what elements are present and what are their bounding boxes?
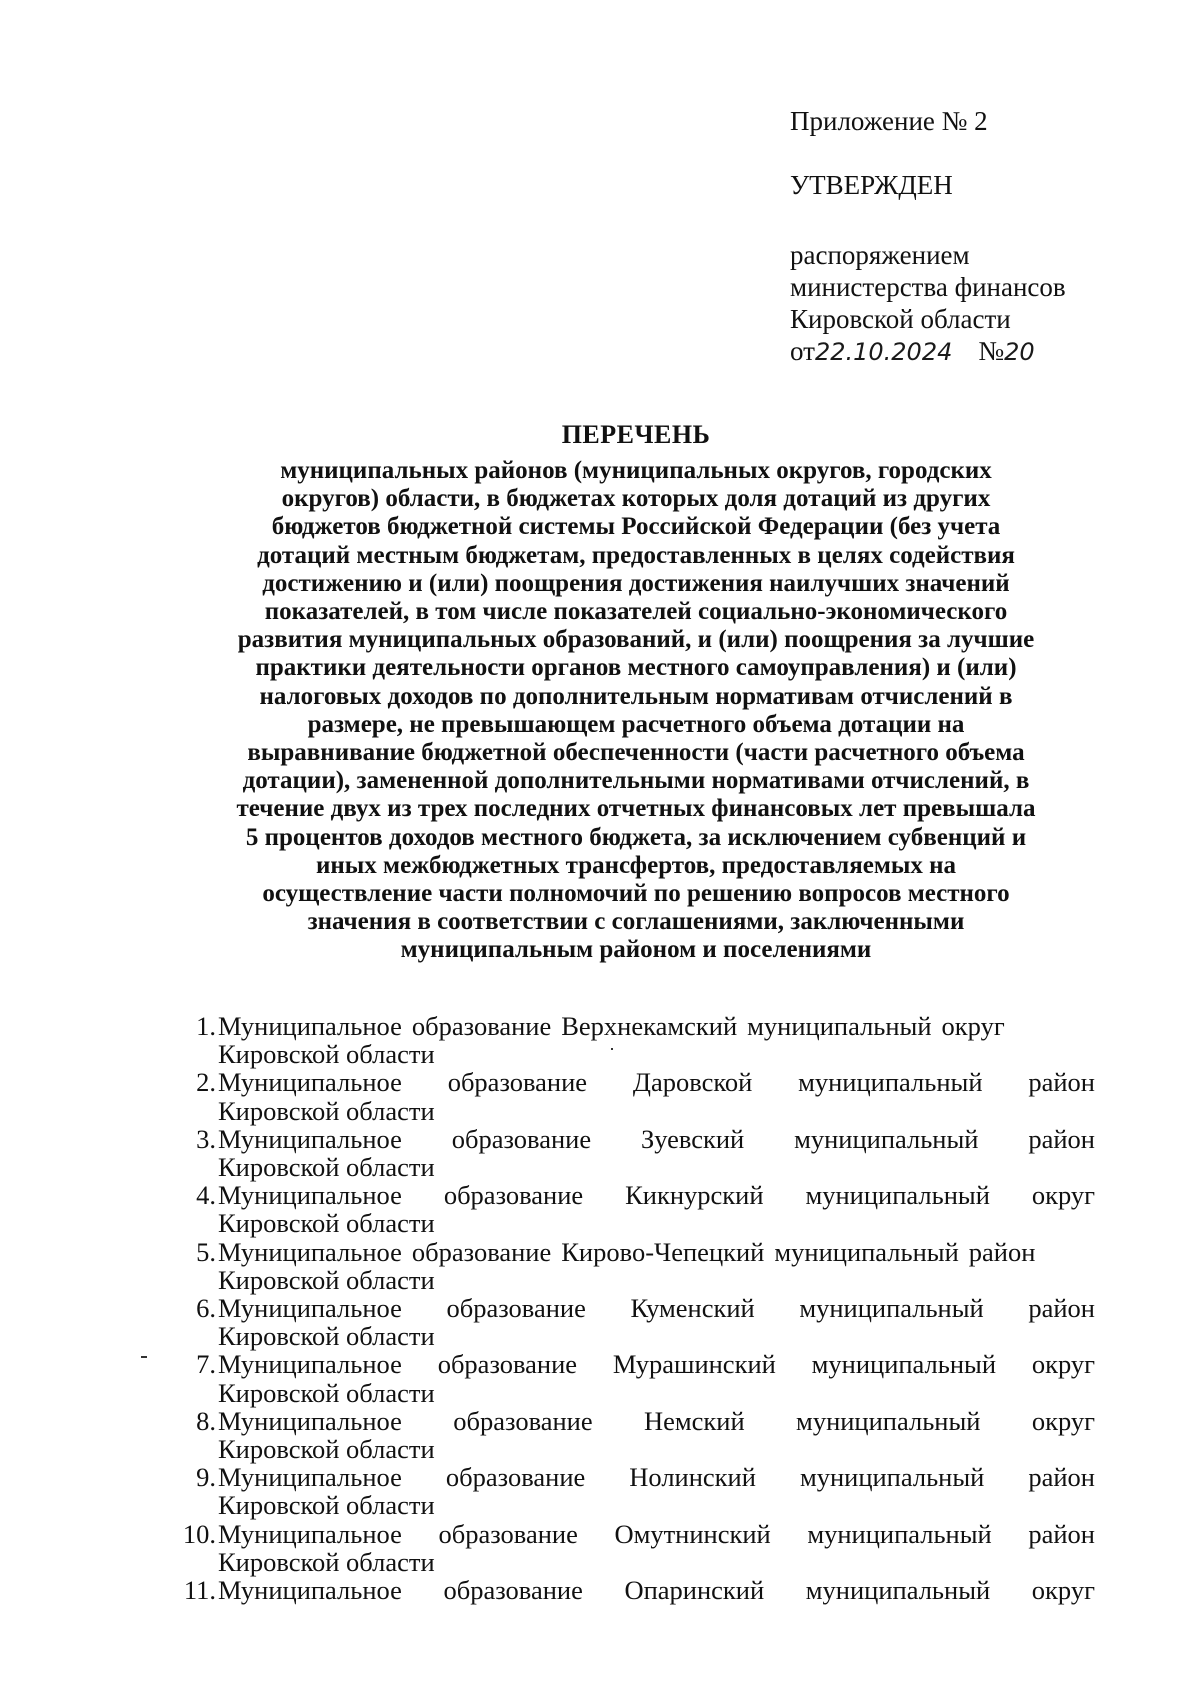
list-item-word: Верхнекамский xyxy=(561,1011,738,1041)
municipality-list xyxy=(160,1012,1095,1604)
list-item-number: 7. xyxy=(196,1349,216,1380)
list-item xyxy=(160,1350,1095,1406)
list-item-line-2: Кировской области xyxy=(218,1208,435,1239)
list-item-word: муниципальный xyxy=(805,1180,990,1211)
list-item-word: образование xyxy=(411,1236,552,1267)
scan-speck xyxy=(611,1048,613,1050)
list-item-word: округ xyxy=(1031,1405,1095,1436)
list-item-word: Опаринский xyxy=(624,1575,765,1606)
subtitle-line: показателей, в том числе показателей социально-экономического xyxy=(264,598,1008,626)
list-item-word: Немский xyxy=(644,1405,745,1436)
list-item-word: район xyxy=(1028,1518,1095,1549)
list-item xyxy=(160,1068,1095,1124)
list-item-word: округ xyxy=(941,1011,1005,1041)
list-item-number: 10. xyxy=(182,1518,216,1549)
list-item-word: муниципальный xyxy=(747,1011,932,1041)
list-item-word: Муниципальное xyxy=(218,1575,402,1606)
list-item-number: 9. xyxy=(196,1462,216,1493)
list-item-word: Куменский xyxy=(630,1293,755,1324)
list-item-line-1 xyxy=(218,1012,1095,1040)
list-item-word: муниципальный xyxy=(805,1575,991,1606)
list-item-line-2: Кировской области xyxy=(218,1490,435,1521)
approved-label: УТВЕРЖДЕН xyxy=(790,170,953,200)
list-item-word: округ xyxy=(1031,1575,1095,1606)
approved-by-line-3: Кировской области xyxy=(790,304,1011,334)
list-item-word: Муниципальное xyxy=(218,1349,402,1380)
list-item xyxy=(160,1125,1095,1181)
list-item-number: 6. xyxy=(196,1293,216,1324)
scan-speck xyxy=(141,1356,147,1358)
document-title: ПЕРЕЧЕНЬ xyxy=(561,420,711,449)
list-item-line-1 xyxy=(218,1520,1095,1548)
handwritten-date: 22.10.2024 xyxy=(814,338,953,366)
subtitle-line: бюджетов бюджетной системы Российской Федерации (без учета xyxy=(271,513,1001,541)
list-item-word: образование xyxy=(437,1349,578,1380)
list-item-word: образование xyxy=(443,1180,584,1211)
list-item-word: район xyxy=(1028,1067,1095,1098)
list-item-line-1 xyxy=(218,1068,1095,1096)
list-item-line-2: Кировской области xyxy=(218,1321,435,1352)
subtitle-line: течение двух из трех последних отчетных финансовых лет превышала xyxy=(236,795,1036,823)
subtitle-line: муниципальным районом и поселениями xyxy=(400,936,872,964)
list-item-word: Мурашинский xyxy=(612,1349,776,1380)
subtitle-line: практики деятельности органов местного самоуправления) и (или) xyxy=(255,654,1017,682)
list-item xyxy=(160,1576,1095,1604)
list-item-word: муниципальный xyxy=(799,1293,984,1324)
list-item-line-2: Кировской области xyxy=(218,1152,435,1183)
number-prefix: № xyxy=(978,336,1005,366)
list-item-word: образование xyxy=(443,1575,583,1606)
list-item-word: Муниципальное xyxy=(218,1180,402,1211)
subtitle-line: налоговых доходов по дополнительным нормативам отчислений в xyxy=(259,682,1013,710)
list-item-line-1 xyxy=(218,1238,1095,1266)
list-item-line-2: Кировской области xyxy=(218,1377,435,1408)
list-item-word: Муниципальное xyxy=(218,1067,402,1098)
list-item-word: район xyxy=(1028,1123,1095,1154)
subtitle-line: муниципальных районов (муниципальных округов, городских xyxy=(280,457,992,484)
list-item-word: образование xyxy=(447,1067,588,1098)
list-item-line-1 xyxy=(218,1125,1095,1153)
list-item-word: образование xyxy=(438,1518,578,1549)
list-item-line-1 xyxy=(218,1463,1095,1491)
list-item-word: образование xyxy=(411,1011,552,1041)
list-item-word: Зуевский xyxy=(640,1123,745,1154)
date-number-line xyxy=(790,335,1066,368)
list-item-word: Муниципальное xyxy=(218,1123,402,1154)
list-item-number: 1. xyxy=(196,1011,216,1041)
subtitle-line: значения в соответствии с соглашениями, заключенными xyxy=(307,908,965,936)
list-item-line-1 xyxy=(218,1576,1095,1604)
list-item-word: образование xyxy=(453,1405,593,1436)
date-prefix: от xyxy=(790,336,815,366)
list-item-word: Муниципальное xyxy=(218,1236,402,1267)
list-item-word: муниципальный xyxy=(796,1405,981,1436)
list-item-line-2: Кировской области xyxy=(218,1546,435,1577)
list-item-word: Кикнурский xyxy=(625,1180,764,1211)
list-item-word: Муниципальное xyxy=(218,1011,402,1041)
list-item-word: муниципальный xyxy=(794,1123,979,1154)
list-item-word: Муниципальное xyxy=(218,1518,402,1549)
list-item-line-1 xyxy=(218,1294,1095,1322)
subtitle-line: осуществление части полномочий по решению вопросов местного xyxy=(262,880,1010,908)
list-item-number: 3. xyxy=(196,1123,216,1154)
list-item-word: муниципальный xyxy=(774,1236,959,1267)
subtitle-line: размере, не превышающем расчетного объема дотации на xyxy=(307,710,965,738)
list-item xyxy=(160,1463,1095,1519)
list-item xyxy=(160,1520,1095,1576)
list-item-number: 5. xyxy=(196,1236,216,1267)
list-item-word: район xyxy=(1028,1462,1095,1493)
appendix-label: Приложение № 2 xyxy=(790,106,988,136)
approved-by-line-1: распоряжением xyxy=(790,240,970,270)
list-item xyxy=(160,1407,1095,1463)
approval-block xyxy=(790,105,1066,368)
list-item-line-1 xyxy=(218,1181,1095,1209)
subtitle-line: развития муниципальных образований, и (или) поощрения за лучшие xyxy=(237,626,1035,654)
list-item-word: муниципальный xyxy=(798,1067,983,1098)
list-item-word: образование xyxy=(445,1462,586,1493)
list-item-line-1 xyxy=(218,1407,1095,1435)
list-item-word: образование xyxy=(451,1123,592,1154)
subtitle-line: выравнивание бюджетной обеспеченности (части расчетного объема xyxy=(247,739,1025,767)
list-item-word: район xyxy=(1028,1293,1095,1324)
subtitle-line: дотации), замененной дополнительными нормативами отчислений, в xyxy=(242,767,1030,795)
subtitle-line: иных межбюджетных трансфертов, предоставляемых на xyxy=(315,851,957,879)
list-item-word: образование xyxy=(446,1293,586,1324)
list-item-word: район xyxy=(968,1236,1036,1267)
list-item xyxy=(160,1181,1095,1237)
list-item-word: округ xyxy=(1031,1180,1095,1211)
list-item-word: Омутнинский xyxy=(614,1518,771,1549)
list-item-word: муниципальный xyxy=(811,1349,997,1380)
subtitle-line: округов) области, в бюджетах которых доля дотаций из других xyxy=(281,485,991,513)
subtitle-line: 5 процентов доходов местного бюджета, за исключением субвенций и xyxy=(245,823,1027,851)
list-item-word: Муниципальное xyxy=(218,1405,402,1436)
list-item-number: 4. xyxy=(196,1180,216,1211)
list-item-word: округ xyxy=(1031,1349,1095,1380)
list-item-word: Кирово-Чепецкий xyxy=(561,1236,765,1267)
list-item-number: 8. xyxy=(196,1405,216,1436)
list-item-line-2: Кировской области xyxy=(218,1434,435,1465)
list-item-line-2: Кировской области xyxy=(218,1264,435,1295)
list-item-line-2: Кировской области xyxy=(218,1039,435,1070)
list-item-line-2: Кировской области xyxy=(218,1095,435,1126)
list-item-word: Нолинский xyxy=(629,1462,756,1493)
list-item-word: Даровской xyxy=(632,1067,753,1098)
approved-by-line-2: министерства финансов xyxy=(790,272,1066,302)
subtitle-line: достижению и (или) поощрения достижения наилучших значений xyxy=(262,569,1010,597)
subtitle-line: дотаций местным бюджетам, предоставленных в целях содействия xyxy=(257,541,1015,569)
list-item-word: Муниципальное xyxy=(218,1293,402,1324)
list-item-line-1 xyxy=(218,1350,1095,1378)
list-item xyxy=(160,1238,1095,1294)
list-item-number: 11. xyxy=(183,1575,216,1606)
handwritten-number: 20 xyxy=(1004,338,1035,366)
list-item-word: муниципальный xyxy=(799,1462,985,1493)
list-item-number: 2. xyxy=(196,1067,216,1098)
list-item xyxy=(160,1294,1095,1350)
list-item-word: муниципальный xyxy=(807,1518,992,1549)
list-item xyxy=(160,1012,1095,1068)
document-subtitle xyxy=(165,457,1107,965)
list-item-word: Муниципальное xyxy=(218,1462,402,1493)
